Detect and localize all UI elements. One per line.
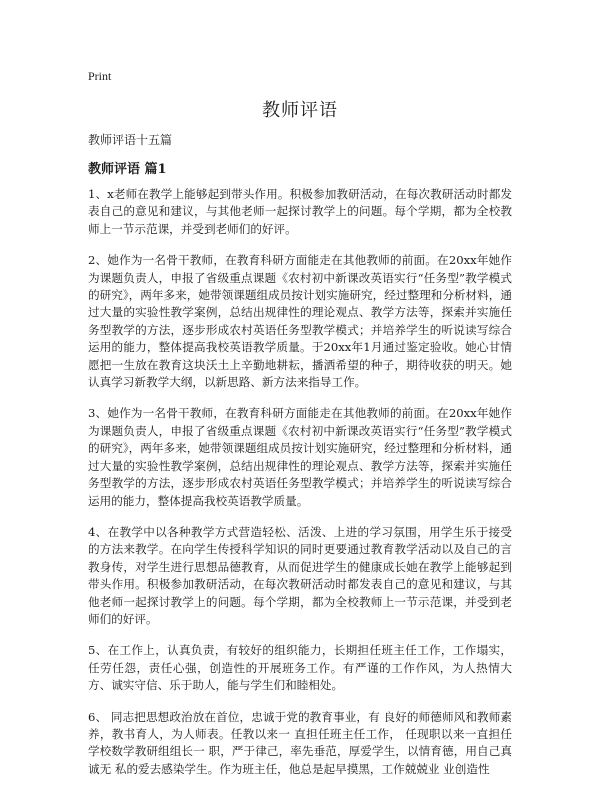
- document-subtitle: 教师评语十五篇: [88, 133, 173, 147]
- section-heading: 教师评语 篇1: [88, 162, 167, 177]
- page-title: 教师评语: [262, 100, 338, 121]
- print-link[interactable]: Print: [88, 69, 112, 83]
- paragraph-2: 2、她作为一名骨干教师，在教育科研方面能走在其他教师的前面。在20xx年她作为课题负责人，申报了省级重点课题《农村初中新课改英语实行“任务型”教学模式的研究》，两年多来，她带领课题组成员按计划实施研究，经过整理和分析材料，通过大量的实验性教学案例，总结出规律性的理论观点、教学方法等，探索并实施任务型教学的方法，逐步形成农村英语任务型教学模式；并培养学生的听说读写综合运用的能力，整体提高我校英语教学质量。于20xx年1月通过鉴定验收。她心甘情愿把一生放在教育这块沃土上辛勤地耕耘，播洒希望的种子，期待收获的明天。她认真学习新教学大纲，以新思路、新方法来指导工作。: [88, 253, 512, 390]
- paragraph-4: 4、在教学中以各种教学方式营造轻松、活泼、上进的学习氛围，用学生乐于接受的方法来教学。在向学生传授科学知识的同时更要通过教育教学活动以及自己的言教身传，对学生进行思想品德教育，从而促进学生的健康成长她在教学上能够起到带头作用。积极参加教研活动，在每次教研活动时都发表自己的意见和建议，与其他老师一起探讨教学上的问题。每个学期，都为全校教师上一节示范课，并受到老师们的好评。: [88, 524, 512, 626]
- paragraph-5: 5、在工作上，认真负责，有较好的组织能力，长期担任班主任工作，工作塌实，任劳任怨，责任心强，创造性的开展班务工作。有严谨的工作作风，为人热情大方、诚实守信、乐于助人，能与学生们和睦相处。: [88, 643, 512, 693]
- paragraph-6: 6、 同志把思想政治放在首位，忠诚于党的教育事业，有 良好的师德师风和教师素养，教书育人，为人师表。任教以来一 直担任班主任工作， 任现职以来一直担任学校数学教研组组长一 职，严于律己，率先垂范，厚爱学生，以情育德，用自己真诚无 私的爱去感染学生。作为班主任，他总是起早摸黑，工作兢兢业 业创造性: [88, 709, 512, 776]
- paragraph-list: [88, 186, 512, 792]
- paragraph-1: 1、x老师在教学上能够起到带头作用。积极参加教研活动，在每次教研活动时都发表自己的意见和建议，与其他老师一起探讨教学上的问题。每个学期，都为全校教师上一节示范课，并受到老师们的好评。: [88, 187, 512, 236]
- paragraph-3: 3、她作为一名骨干教师，在教育科研方面能走在其他教师的前面。在20xx年她作为课题负责人，申报了省级重点课题《农村初中新课改英语实行“任务型”教学模式的研究》，两年多来，她带领课题组成员按计划实施研究，经过整理和分析材料，通过大量的实验性教学案例，总结出规律性的理论观点、教学方法等，探索并实施任务型教学的方法，逐步形成农村英语任务型教学模式；并培养学生的听说读写综合运用的能力，整体提高我校英语教学质量。: [88, 406, 512, 508]
